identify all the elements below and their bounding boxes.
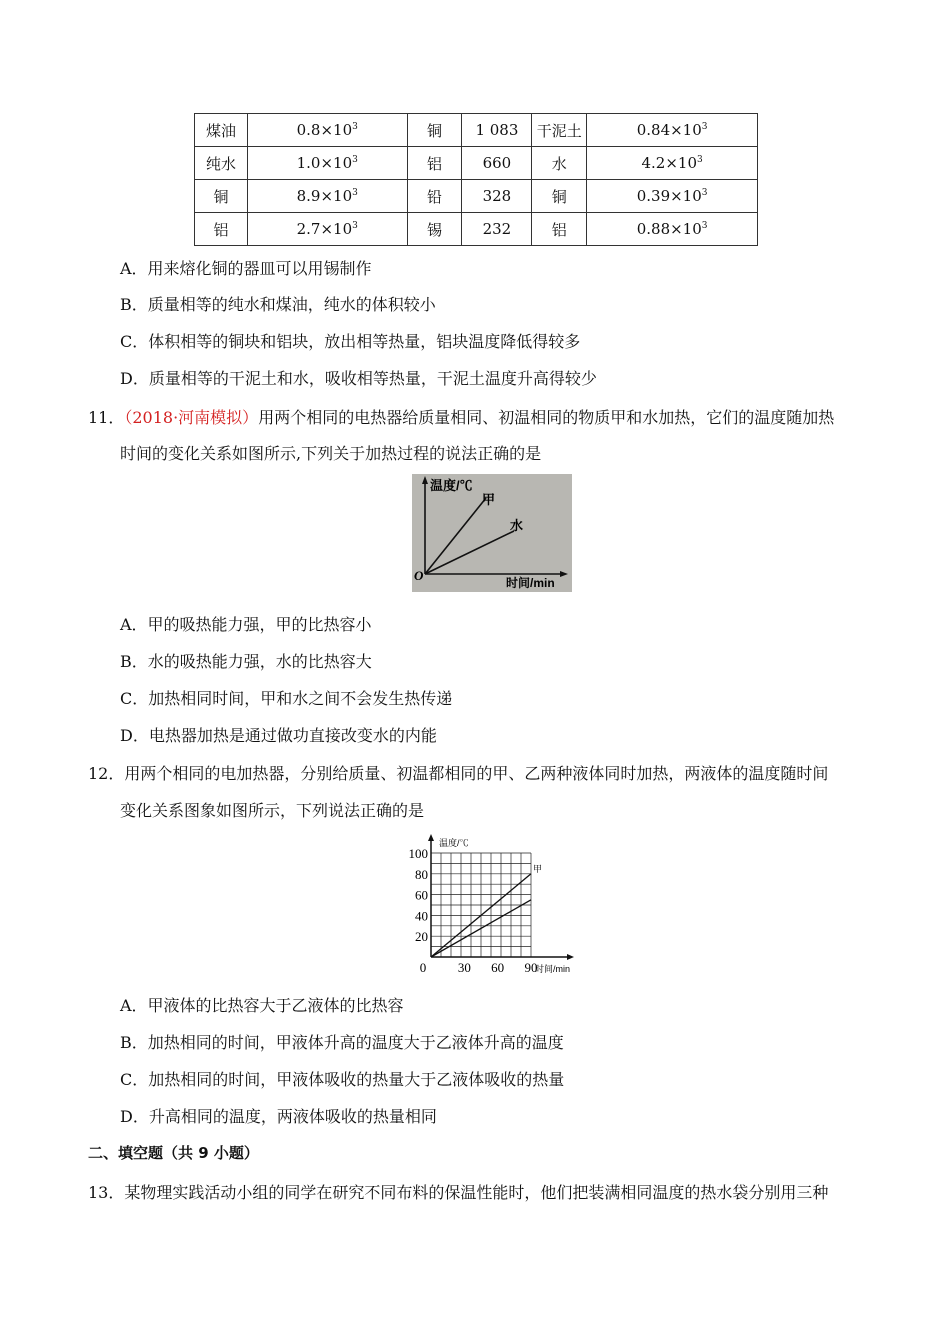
table-cell: [462, 147, 532, 180]
table-cell: [195, 147, 248, 180]
cell-text: 0.8×10: [296, 121, 353, 139]
cell-text: 干泥土: [536, 121, 582, 140]
table-cell: [587, 147, 758, 180]
y-tick-label: 20: [415, 929, 428, 945]
y-tick-label: 40: [415, 908, 428, 924]
q11-option-d: D．电热器加热是通过做功直接改变水的内能: [120, 726, 437, 745]
table-cell: [407, 213, 462, 246]
table-cell: [587, 114, 758, 147]
y-tick-label: 100: [408, 846, 428, 861]
section-title: 二、填空题（共 9 小题）: [88, 1144, 259, 1162]
q12-chart: [395, 833, 595, 973]
q10-option-c: C．体积相等的铜块和铝块，放出相等热量，铝块温度降低得较多: [120, 332, 581, 351]
cell-text: 8.9×10: [296, 187, 353, 205]
series-b-label: 水: [510, 518, 524, 533]
q11-option-c: C．加热相同时间，甲和水之间不会发生热传递: [120, 689, 453, 708]
cell-text: 锡: [427, 220, 443, 239]
cell-text: 1.0×10: [296, 154, 353, 172]
table-cell: [532, 213, 587, 246]
q12-option-d: D．升高相同的温度，两液体吸收的热量相同: [120, 1107, 437, 1126]
table-cell: [195, 114, 248, 147]
origin-label: O: [414, 568, 424, 583]
x-axis-label: 时间/min: [535, 964, 571, 973]
cell-exponent: 3: [701, 188, 708, 198]
cell-exponent: 3: [352, 188, 358, 198]
y-axis-arrow: [422, 476, 428, 484]
x-tick-label: 30: [457, 960, 471, 973]
cell-exponent: 3: [352, 122, 358, 132]
y-label: 温度/℃: [430, 478, 473, 493]
table-cell: [587, 180, 758, 213]
table-cell: [195, 213, 248, 246]
q10-option-b: B．质量相等的纯水和煤油，纯水的体积较小: [120, 295, 436, 314]
q11-stem-line1: [88, 405, 834, 428]
cell-text: 0.84×10: [636, 121, 702, 139]
table-row: [195, 114, 758, 147]
q11-option-b: B．水的吸热能力强，水的比热容大: [120, 652, 372, 671]
x-tick-label: 0: [419, 960, 427, 973]
line-a: [425, 498, 486, 574]
cell-text: 1 083: [475, 121, 519, 139]
q13-text: 某物理实践活动小组的同学在研究不同布料的保温性能时，他们把装满相同温度的热水袋分别用三种: [124, 1183, 829, 1202]
cell-text: 铝: [427, 154, 443, 173]
table-cell: [247, 147, 407, 180]
table-cell: [407, 147, 462, 180]
cell-text: 铜: [551, 187, 567, 206]
table-cell: [587, 213, 758, 246]
cell-exponent: 3: [701, 122, 708, 132]
cell-text: 232: [482, 220, 512, 238]
table-cell: [247, 114, 407, 147]
x-label: 时间/min: [506, 576, 555, 590]
q13-stem-line1: [88, 1180, 828, 1203]
table-cell: [247, 213, 407, 246]
cell-text: 铜: [427, 121, 443, 140]
cell-text: 铝: [551, 220, 567, 239]
cell-text: 0.88×10: [636, 220, 702, 238]
table-cell: [532, 180, 587, 213]
table-cell: [462, 114, 532, 147]
q11-option-a: A．甲的吸热能力强，甲的比热容小: [120, 615, 372, 634]
cell-exponent: 3: [701, 221, 708, 231]
q12-option-c: C．加热相同的时间，甲液体吸收的热量大于乙液体吸收的热量: [120, 1070, 565, 1089]
x-tick-label: 60: [491, 960, 505, 973]
q10-option-d: D．质量相等的干泥土和水，吸收相等热量，干泥土温度升高得较少: [120, 369, 597, 388]
cell-text: 4.2×10: [641, 154, 697, 172]
y-axis-arrow: [428, 834, 434, 841]
table-cell: [195, 180, 248, 213]
x-axis-arrow: [567, 954, 574, 960]
q11-stem-line2: 时间的变化关系如图所示,下列关于加热过程的说法正确的是: [120, 444, 542, 463]
line-b: [425, 531, 514, 574]
cell-text: 铅: [427, 187, 443, 206]
q12-option-b: B．加热相同的时间，甲液体升高的温度大于乙液体升高的温度: [120, 1033, 564, 1052]
table-cell: [532, 114, 587, 147]
table-row: [195, 147, 758, 180]
cell-text: 328: [482, 187, 512, 205]
specific-heat-table: [194, 113, 758, 246]
q11-text: 用两个相同的电热器给质量相同、初温相同的物质甲和水加热，它们的温度随加热: [258, 408, 835, 427]
q12-stem-line2: 变化关系图象如图所示，下列说法正确的是: [120, 801, 425, 820]
y-axis-label: 温度/℃: [439, 838, 469, 848]
question-number: 12．: [88, 764, 125, 783]
y-tick-label: 80: [415, 866, 428, 882]
cell-text: 水: [551, 154, 567, 173]
q12-stem-line1: [88, 761, 828, 784]
x-axis-arrow: [560, 571, 568, 577]
cell-text: 2.7×10: [296, 220, 353, 238]
q10-option-a: A．用来熔化铜的器皿可以用锡制作: [120, 259, 372, 278]
table-row: [195, 180, 758, 213]
cell-text: 0.39×10: [636, 187, 702, 205]
cell-text: 铝: [213, 220, 229, 239]
cell-exponent: 3: [697, 155, 703, 165]
q12-text: 用两个相同的电加热器，分别给质量、初温都相同的甲、乙两种液体同时加热，两液体的温度随时间: [124, 764, 829, 783]
table-cell: [247, 180, 407, 213]
series-label: 甲: [533, 863, 543, 874]
table-row: [195, 213, 758, 246]
table-cell: [532, 147, 587, 180]
table-cell: [407, 114, 462, 147]
cell-exponent: 3: [352, 221, 358, 231]
q11-figure: [412, 474, 572, 592]
cell-text: 煤油: [205, 121, 236, 140]
table-cell: [462, 180, 532, 213]
y-tick-label: 60: [415, 887, 428, 903]
x-tick-label: 90: [524, 960, 538, 973]
q11-figure-svg: [412, 474, 572, 592]
series-a-label: 甲: [482, 492, 496, 507]
cell-exponent: 3: [352, 155, 358, 165]
q12-option-a: A．甲液体的比热容大于乙液体的比热容: [120, 996, 404, 1015]
question-number: 13．: [88, 1183, 125, 1202]
question-number: 11．: [88, 408, 125, 427]
table-cell: [407, 180, 462, 213]
cell-text: 纯水: [205, 154, 236, 173]
cell-text: 铜: [213, 187, 229, 206]
cell-text: 660: [482, 154, 512, 172]
table-cell: [462, 213, 532, 246]
source-tag: （2018·河南模拟）: [124, 408, 259, 427]
